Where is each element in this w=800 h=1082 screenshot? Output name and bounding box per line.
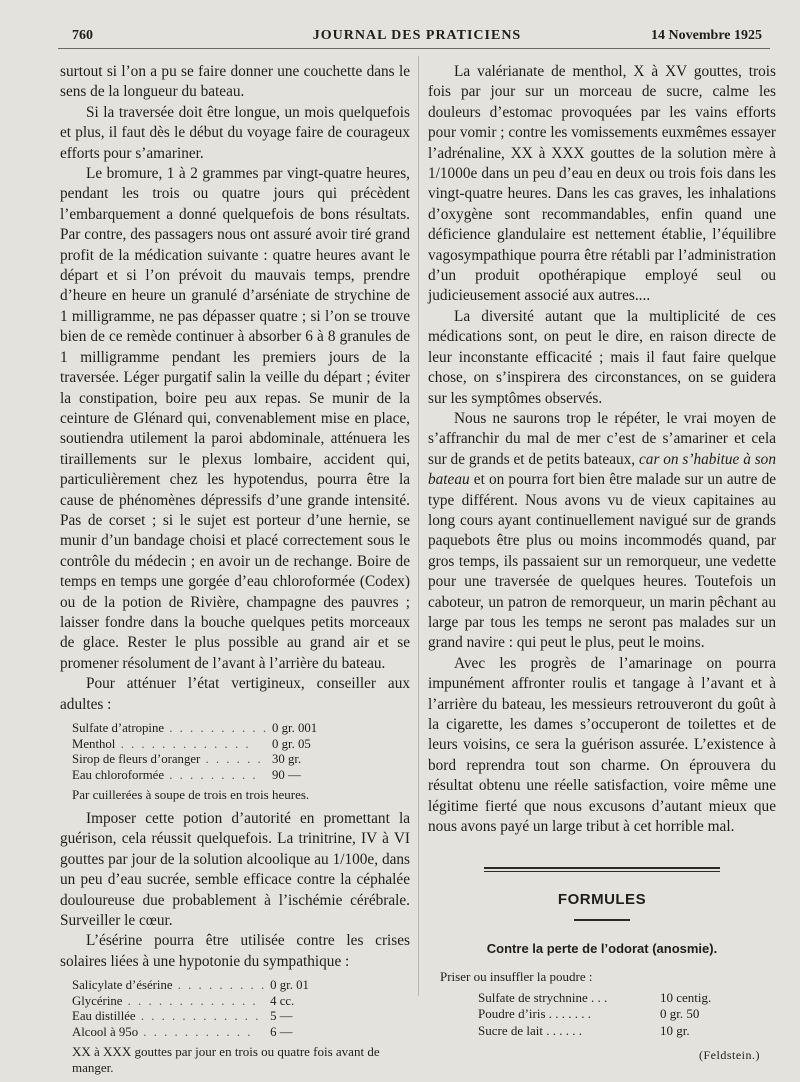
prescription-row: Sulfate d’atropine . . . . . . . . . . 0 gr. 001 [72,721,398,737]
paragraph-text: et on pourra fort bien être malade sur un autre de type différent. Nous avons vu de vieux capitaines au long cours ayant continuellement navigué sur de grands paquebots être plus ou moins incommodés quand, par gros temps, ils passaient sur un remorqueur, une vedette pour une traversée de quelques heures. Toutefois un caboteur, un patron de remorqueur, un marin pêchant au large par tous les temps ne seront pas malades sur un grand navire : qui peut le plus, peut le moins. [428,471,777,652]
formula-subtitle: Contre la perte de l’odorat (anosmie). [486,940,718,956]
right-column [428,62,776,1066]
paragraph: La valérianate de menthol, X à XV gouttes, trois fois par jour sur un morceau de sucre, calme les douleurs d’estomac provoquées par les vains efforts pour vomir ; contre les vomissements euxmêmes essayer l’adrénaline, XX à XXX gouttes de la solution mère à 1/1000e dans un peu d’eau en deux ou trois fois dans les vingt-quatre heures. Dans les cas graves, les inhalations d’oxygène sont recommandables, enfin quand une déficience glandulaire est nettement établie, l’équilibre vagosympathique pourra être rétabli par l’administration d’un produit opothérapique employé seul ou judicieusement associé aux autres.... [428,63,776,305]
column-divider [418,56,419,996]
paragraph: La diversité autant que la multiplicité de ces médications sont, on peut le dire, en raison directe de leur inconstante efficacité ; mais il faut faire quelque chose, on s’inspirera des circonstances, on se guidera sur les symptômes observés. [428,307,776,407]
paragraph: Avec les progrès de l’amarinage on pourra impunément affronter roulis et tangage à l’avant et à l’arrière du bateau, les messieurs retrouveront du goût à la cigarette, les dames s’occuperont de toilettes et de leurs voisins, ce sera la guérison assurée. L’existence à bord reprendra tout son charme. On éprouvera du résultat obtenu une réelle satisfaction, voire même une légitime fierté que nous excusons d’autant mieux que nous avons payé un large tribut à cet horrible mal. [428,654,776,836]
page-number: 760 [72,28,93,43]
prescription-row: Alcool à 95o . . . . . . . . . . . 6 — [72,1025,398,1041]
paragraph: Si la traversée doit être longue, un mois quelquefois et plus, il faut dès le début du voyage faire de courageux efforts pour s’amariner. [60,103,410,162]
ingredient-quantity: 0 gr. 001 [272,721,318,735]
paragraph [428,409,776,654]
ingredient-row: Sucre de lait . . . . . . 10 gr. [478,1023,738,1040]
paragraph: Imposer cette potion d’autorité en promettant la guérison, cela réussit quelquefois. La trinitrine, IV à VI gouttes par jour de la solution alcoolique au 1/100e, dans un peu d’eau sucrée, semble efficace contre la céphalée douloureuse due probablement à l’ischémie cérébrale. Surveiller le cœur. [60,810,410,930]
paragraph: L’ésérine pourra être utilisée contre les crises solaires liées à une hypotonie du sympathique : [60,932,410,970]
ingredient-name: Salicylate d’ésérine [72,978,173,993]
ingredient-name: Eau chloroformée [72,767,165,782]
ingredient-name: Poudre d’iris [478,1006,546,1022]
page-header [72,28,762,50]
prescription-row: Menthol . . . . . . . . . . . . . 0 gr. 05 [72,737,398,753]
ingredient-name: Glycérine [72,993,123,1008]
ingredient-name: Sulfate d’atropine [72,721,165,735]
title-underline [574,919,630,921]
journal-title: JOURNAL DES PRATICIENS [312,28,522,43]
ingredient-quantity: 6 — [270,1024,293,1039]
ingredient-quantity: 0 gr. 05 [272,736,311,751]
paragraph: Pour atténuer l’état vertigineux, conseiller aux adultes : [60,675,410,713]
paragraph: Le bromure, 1 à 2 grammes par vingt-quatre heures, pendant les trois ou quatre jours qui précèdent l’embarquement a donné quelquefois de bons résultats. Par contre, des passagers nous ont assuré avoir tiré grand profit de la médication suivante : quatre heures avant le départ et si l’on prévoit du mauvais temps, prendre d’heure en heure un granulé d’arséniate de strychine de 1 milligramme, ne pas dépasser quatre ; si l’on se trouve bien de ce remède continuer à absorber 6 à 8 granules de 1 milligramme pendant les premiers jours de la traversée. Léger purgatif salin la veille du départ ; éviter la constipation, boire peu aux repas. Se munir de la ceinture de Glénard qui, convenablement mise en place, soutiendra utilement la paroi abdominale, atténuera les tiraillements sur le plexus lombaire, accident qui, particulièrement chez les hypotendus, pourra être la cause de phénomènes dépressifs d’une grande intensité. Pas de corset ; si le sujet est porteur d’une hernie, se munir d’un bandage choisi et placé correctement sous le contrôle du médecin ; en avoir un de rechange. Boire de temps en temps une gorgée d’eau chloroformée (Codex) ou de la potion de Rivière, champagne des pauvres ; laisser fondre dans la bouche quelques petits morceaux de glace. Rester le plus possible au grand air et se promener résolument de l’avant à l’arrière du bateau. [60,165,410,672]
ingredient-name: Menthol [72,736,116,751]
paragraph-text: Nous ne saurons trop le répéter, le vrai moyen de s’affranchir du mal de mer c’est de s’amariner et cela sur de grands et de petits bateaux, [428,409,776,468]
ingredient-quantity: 90 — [272,767,301,782]
ingredient-quantity: 5 — [270,1009,293,1024]
dosage-note: Par cuillerées à soupe de trois en trois heures. [72,787,310,802]
ingredient-quantity: 30 gr. [272,752,302,766]
emphasis-text: car on s’habitue à son bateau [428,450,776,489]
formula-source: (Feldstein.) [699,1048,760,1063]
ingredient-quantity: 0 gr. 01 [270,978,309,993]
ingredient-name: Alcool à 95o [72,1024,139,1039]
ingredient-name: Sulfate de strychnine [478,989,588,1005]
ingredient-row: Poudre d’iris . . . . . . . 0 gr. 50 [478,1006,738,1023]
ingredient-name: Sucre de lait [478,1022,543,1038]
prescription-table-eserine [72,978,398,1040]
prescription-row: Sirop de fleurs d’oranger . . . . . . 30 gr. [72,752,398,768]
prescription-row: Eau distillée . . . . . . . . . . . . 5 — [72,1009,398,1025]
section-title: FORMULES [557,891,647,909]
ingredient-quantity: 10 gr. [660,1022,690,1038]
ingredient-quantity: 4 cc. [270,993,295,1008]
ingredient-quantity: 0 gr. 50 [660,1006,700,1022]
paragraph: surtout si l’on a pu se faire donner une couchette dans le sens de la longueur du bateau. [60,63,410,101]
prescription-row: Glycérine . . . . . . . . . . . . . 4 cc. [72,994,398,1010]
section-divider [484,867,720,872]
formula-intro: Priser ou insuffler la poudre : [440,969,593,985]
dosage-note: XX à XXX gouttes par jour en trois ou quatre fois avant de manger. [72,1044,380,1076]
prescription-row: Eau chloroformée . . . . . . . . . 90 — [72,768,398,784]
left-column [60,62,410,1082]
header-rule [58,48,770,49]
ingredient-name: Eau distillée [72,1009,136,1024]
ingredient-row: Sulfate de strychnine . . . 10 centig. [478,990,738,1007]
prescription-row: Salicylate d’ésérine . . . . . . . . . 0 gr. 01 [72,978,398,994]
formula-ingredients [478,990,738,1040]
prescription-table-vertigo [72,721,398,783]
ingredient-name: Sirop de fleurs d’oranger [72,752,201,766]
ingredient-quantity: 10 centig. [660,989,712,1005]
issue-date: 14 Novembre 1925 [651,28,762,43]
